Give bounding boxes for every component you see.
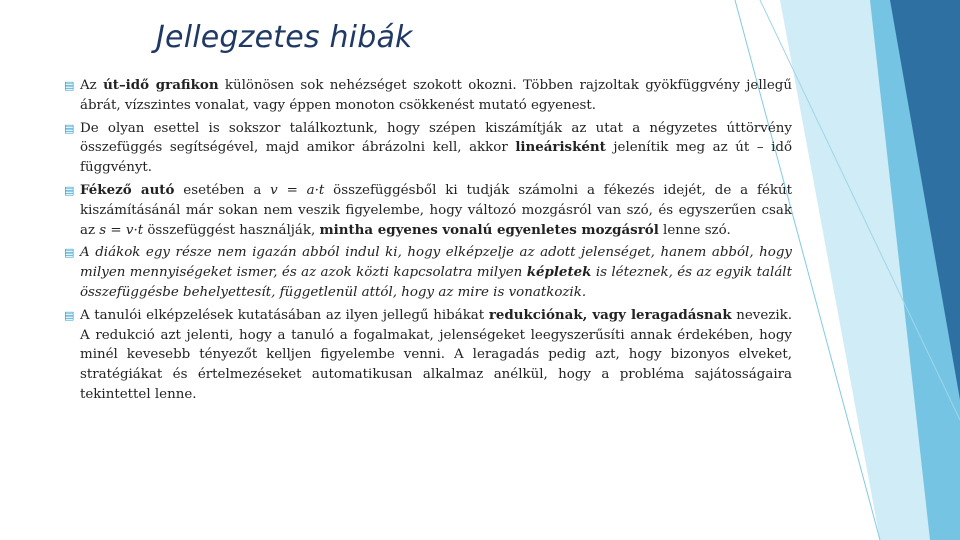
bullet-text: [80, 308, 792, 402]
text-segment: jelenítik meg az út – idő függvényt.: [80, 140, 793, 176]
slide-title: Jellegzetes hibák: [156, 20, 413, 55]
text-segment: esetében a: [174, 182, 271, 198]
bullet-item: [64, 76, 792, 116]
bullet-item: [64, 181, 792, 240]
text-segment: lenne szó.: [658, 222, 731, 238]
text-segment: összefüggést használják,: [143, 222, 320, 238]
text-segment: nevezik. A redukció azt jelenti, hogy a tanuló a fogalmakat, jelenségeket leegyszerűsíti annak érdekében, hogy minél kevesebb tényezőt kelljen figyelembe venni. A leragadás pedig azt, hogy bizonyos elveket, stratégiákat és értelmezéseket automatikusan alkalmaz anélkül, hogy a probléma sajátosságaira tekintettel lenne.: [80, 307, 792, 402]
text-segment: A diákok egy része nem igazán abból indul ki, hogy elképzelje az adott jelenséget, hanem abból, hogy milyen mennyiségeket ismer, és az azok közti kapcsolatra milyen: [80, 245, 792, 281]
text-segment: is léteznek, és az egyik talált összefüggésbe behelyettesít, függetlenül attól, hogy az mire is vonatkozik.: [80, 265, 792, 300]
bold-text-segment: út–idő grafikon: [103, 77, 219, 93]
bullet-list: [64, 76, 792, 408]
bullet-text: [80, 183, 792, 238]
text-segment: Az: [80, 78, 104, 93]
book-bullet-icon: ▤: [64, 183, 75, 197]
bullet-item: [64, 119, 792, 178]
bold-text-segment: lineárisként: [515, 139, 606, 156]
bullet-text: [80, 245, 792, 300]
bold-text-segment: képletek: [526, 264, 592, 281]
bold-text-segment: Fékező autó: [80, 181, 175, 198]
bullet-text: [80, 78, 792, 113]
bullet-item: [64, 243, 792, 302]
text-segment: A tanulói elképzelések kutatásában az ilyen jellegű hibákat: [80, 307, 489, 323]
bullet-item: [64, 306, 792, 405]
text-segment: s = v·t: [99, 222, 144, 238]
text-segment: különösen sok nehézséget szokott okozni. Többen rajzoltak gyökfüggvény jellegű ábrát, vízszintes vonalat, vagy éppen monoton csökkenést mutató egyenest.: [80, 78, 793, 113]
book-bullet-icon: ▤: [64, 246, 75, 260]
bold-text-segment: redukciónak, vagy leragadásnak: [488, 306, 732, 323]
book-bullet-icon: ▤: [64, 308, 75, 322]
text-segment: De olyan esettel is sokszor találkoztunk, hogy szépen kiszámítják az utat a négyzetes úttörvény összefüggés segítségével, majd amikor ábrázolni kell, akkor: [80, 120, 792, 156]
book-bullet-icon: ▤: [64, 79, 75, 92]
text-segment: összefüggésből ki tudják számolni a fékezés idejét, de a fékút kiszámításánál már sokan nem veszik figyelembe, hogy változó mozgásról van szó, és egyszerűen csak az: [80, 182, 792, 238]
book-bullet-icon: ▤: [64, 121, 75, 135]
text-segment: v = a·t: [270, 182, 325, 198]
bullet-text: [80, 121, 792, 176]
bold-text-segment: mintha egyenes vonalú egyenletes mozgásról: [319, 221, 659, 238]
